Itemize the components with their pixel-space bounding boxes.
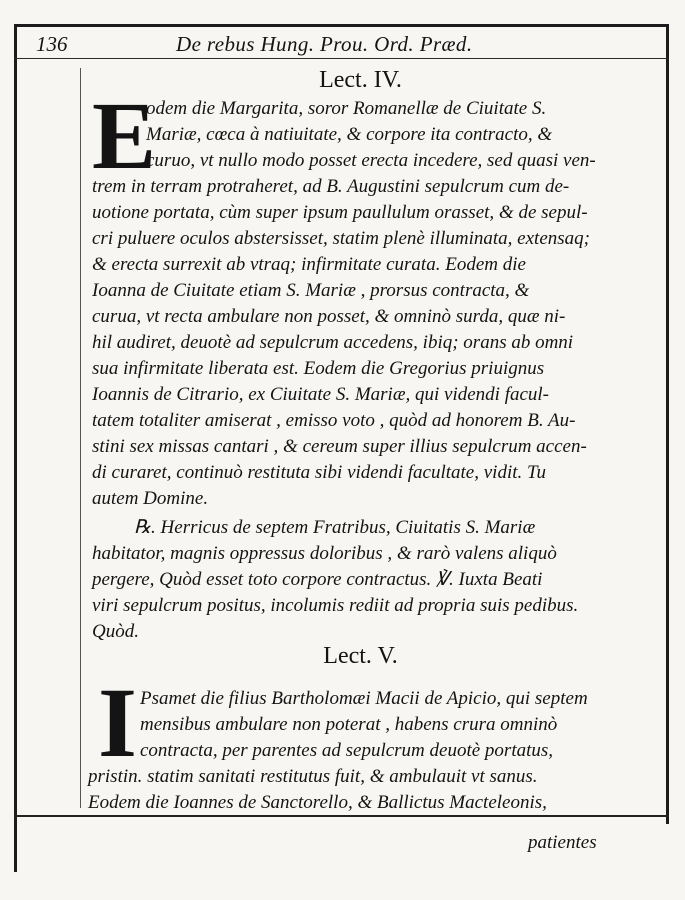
text-line: & erecta surrexit ab vtraq; infirmitate curata. Eodem die	[92, 254, 526, 275]
text-line: sua infirmitate liberata est. Eodem die Gregorius priuignus	[92, 358, 545, 379]
text-line: odem die Margarita, soror Romanellæ de Ciuitate S.	[146, 98, 547, 119]
header-rule	[14, 58, 669, 59]
section-heading-lect-4: Lect. IV.	[319, 67, 402, 93]
text-line: Ioanna de Ciuitate etiam S. Mariæ , prorsus contracta, &	[92, 280, 530, 301]
text-line: cri puluere oculos abstersisset, statim plenè illuminata, extensaq;	[92, 228, 590, 249]
text-line: curuo, vt nullo modo posset erecta incedere, sed quasi ven-	[146, 150, 596, 171]
text-line: Psamet die filius Bartholomæi Macii de Apicio, qui septem	[140, 688, 588, 709]
drop-cap-i: I	[98, 667, 137, 778]
text-line: uotione portata, cùm super ipsum paullulum orasset, & de sepul-	[92, 202, 588, 223]
text-line: Mariæ, cœca à natiuitate, & corpore ita contracto, &	[146, 124, 553, 145]
responsory-line: viri sepulcrum positus, incolumis rediit ad propria suis pedibus.	[92, 595, 579, 616]
page-number: 136	[36, 32, 68, 56]
responsory-line: habitator, magnis oppressus doloribus , & rarò valens aliquò	[92, 543, 557, 564]
text-line: curua, vt recta ambulare non posset, & omninò surda, quæ ni-	[92, 306, 566, 327]
frame-top-rule	[14, 24, 669, 27]
running-head	[36, 30, 656, 58]
text-line: pristin. statim sanitati restitutus fuit, & ambulauit vt sanus.	[88, 766, 538, 787]
text-line: di curaret, continuò restituta sibi videndi facultate, vidit. Tu	[92, 462, 547, 483]
text-line: stini sex missas cantari , & cereum super illius sepulcrum accen-	[92, 436, 587, 457]
catchword: patientes	[528, 832, 597, 853]
frame-right-rule	[666, 24, 669, 824]
text-line: tatem totaliter amiserat , emisso voto , quòd ad honorem B. Au-	[92, 410, 576, 431]
text-line: autem Domine.	[92, 488, 209, 509]
text-line: Ioannis de Citrario, ex Ciuitate S. Mariæ, qui videndi facul-	[92, 384, 550, 405]
running-head-title: De rebus Hung. Prou. Ord. Præd.	[176, 32, 473, 56]
section-heading-lect-5: Lect. V.	[323, 643, 398, 669]
text-line: mensibus ambulare non poterat , habens crura omninò	[140, 714, 558, 735]
drop-cap-e: E	[92, 82, 157, 189]
responsory-line: ℞. Herricus de septem Fratribus, Ciuitatis S. Mariæ	[134, 517, 536, 538]
responsory-line: Quòd.	[92, 621, 139, 642]
text-line: contracta, per parentes ad sepulcrum deuotè portatus,	[140, 740, 554, 761]
text-line: hil audiret, deuotè ad sepulcrum accedens, ibiq; orans ab omni	[92, 332, 574, 353]
text-line: Eodem die Ioannes de Sanctorello, & Ballictus Macteleonis,	[88, 792, 547, 813]
text-line: trem in terram protraheret, ad B. Augustini sepulcrum cum de-	[92, 176, 570, 197]
frame-left-rule	[14, 24, 17, 872]
responsory-line: pergere, Quòd esset toto corpore contractus. ℣. Iuxta Beati	[92, 569, 543, 590]
inner-margin-rule	[80, 68, 81, 808]
